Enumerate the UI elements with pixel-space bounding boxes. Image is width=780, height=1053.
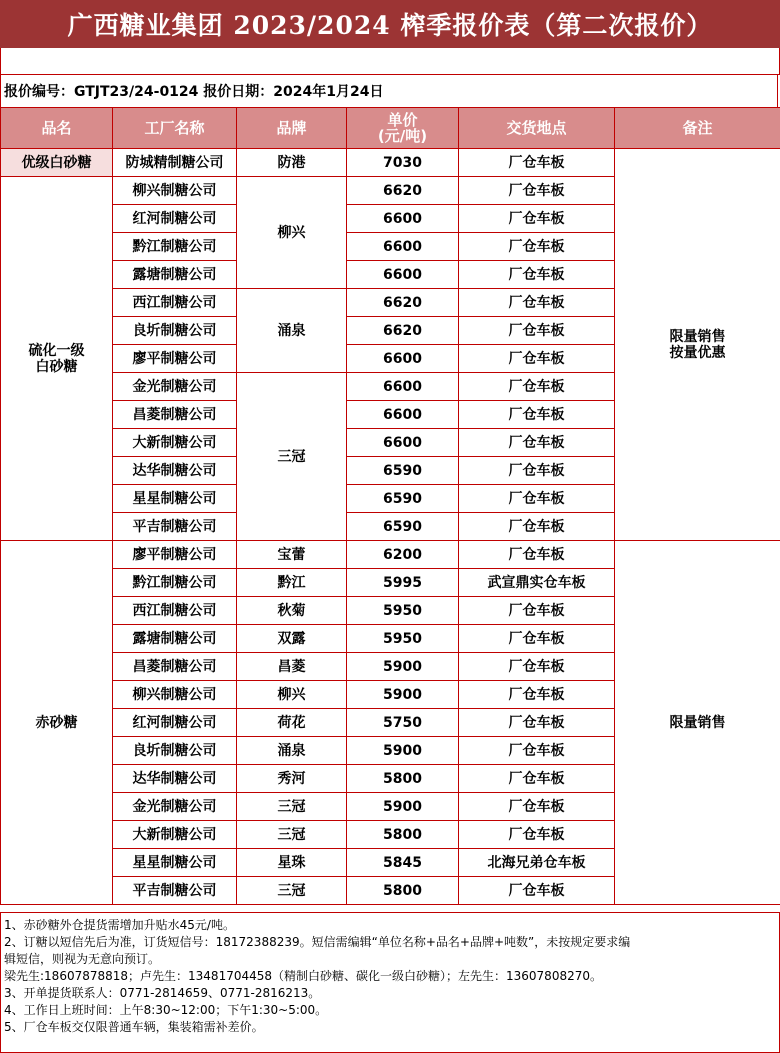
price-cell: 6620 <box>347 177 459 205</box>
note-line: 1、赤砂糖外仓提货需增加升贴水45元/吨。 <box>4 918 235 932</box>
table-header-row <box>1 108 780 149</box>
note-line: 梁先生:18607878818；卢先生：13481704458（精制白砂糖、碳化一级白砂糖）；左先生：13607808270。 <box>4 969 602 983</box>
brand-cell: 秋菊 <box>237 597 347 625</box>
location-cell: 厂仓车板 <box>459 261 615 289</box>
factory-cell: 廖平制糖公司 <box>113 345 237 373</box>
factory-cell: 露塘制糖公司 <box>113 261 237 289</box>
brand-cell: 柳兴 <box>237 681 347 709</box>
price-cell: 6600 <box>347 205 459 233</box>
header-price-line2: (元/吨) <box>377 127 428 145</box>
factory-cell: 廖平制糖公司 <box>113 541 237 569</box>
location-cell: 厂仓车板 <box>459 653 615 681</box>
brand-cell: 宝蕾 <box>237 541 347 569</box>
note-line: 3、开单提货联系人：0771-2814659、0771-2816213。 <box>4 986 321 1000</box>
price-cell: 5950 <box>347 597 459 625</box>
factory-cell: 柳兴制糖公司 <box>113 681 237 709</box>
price-cell: 7030 <box>347 149 459 177</box>
factory-cell: 星星制糖公司 <box>113 849 237 877</box>
factory-cell: 昌菱制糖公司 <box>113 401 237 429</box>
location-cell: 厂仓车板 <box>459 541 615 569</box>
header-location: 交货地点 <box>459 108 615 149</box>
factory-cell: 昌菱制糖公司 <box>113 653 237 681</box>
remark-red: 限量销售 <box>615 541 780 905</box>
factory-cell: 红河制糖公司 <box>113 205 237 233</box>
brand-cell: 涌泉 <box>237 737 347 765</box>
price-cell: 6600 <box>347 429 459 457</box>
price-cell: 5950 <box>347 625 459 653</box>
price-cell: 6590 <box>347 513 459 541</box>
location-cell: 厂仓车板 <box>459 821 615 849</box>
blank-row <box>0 48 780 75</box>
location-cell: 厂仓车板 <box>459 625 615 653</box>
location-cell: 厂仓车板 <box>459 513 615 541</box>
category-premium: 优级白砂糖 <box>1 149 113 177</box>
brand-cell: 三冠 <box>237 877 347 905</box>
factory-cell: 良圻制糖公司 <box>113 737 237 765</box>
notes-section <box>0 912 780 1053</box>
factory-cell: 黔江制糖公司 <box>113 233 237 261</box>
sheet-title: 广西糖业集团 2023/2024 榨季报价表（第二次报价） <box>0 0 780 48</box>
quote-info: 报价编号：GTJT23/24-0124 报价日期：2024年1月24日 <box>0 75 778 107</box>
price-cell: 5845 <box>347 849 459 877</box>
factory-cell: 良圻制糖公司 <box>113 317 237 345</box>
price-cell: 6600 <box>347 373 459 401</box>
brand-cell: 昌菱 <box>237 653 347 681</box>
brand-cell: 三冠 <box>237 373 347 541</box>
remark-sulfur-line1: 限量销售 <box>669 328 726 345</box>
location-cell: 厂仓车板 <box>459 597 615 625</box>
brand-cell: 星珠 <box>237 849 347 877</box>
location-cell: 厂仓车板 <box>459 457 615 485</box>
factory-cell: 达华制糖公司 <box>113 457 237 485</box>
location-cell: 厂仓车板 <box>459 205 615 233</box>
location-cell: 厂仓车板 <box>459 345 615 373</box>
location-cell: 厂仓车板 <box>459 793 615 821</box>
category-red: 赤砂糖 <box>1 541 113 905</box>
factory-cell: 星星制糖公司 <box>113 485 237 513</box>
factory-cell: 红河制糖公司 <box>113 709 237 737</box>
price-cell: 5900 <box>347 681 459 709</box>
price-cell: 5900 <box>347 793 459 821</box>
factory-cell: 金光制糖公司 <box>113 373 237 401</box>
header-factory: 工厂名称 <box>113 108 237 149</box>
factory-cell: 西江制糖公司 <box>113 597 237 625</box>
brand-cell: 柳兴 <box>237 177 347 289</box>
factory-cell: 平吉制糖公司 <box>113 877 237 905</box>
note-line: 5、厂仓车板交仅限普通车辆，集装箱需补差价。 <box>4 1020 264 1034</box>
factory-cell: 大新制糖公司 <box>113 429 237 457</box>
price-cell: 5800 <box>347 765 459 793</box>
factory-cell: 防城精制糖公司 <box>113 149 237 177</box>
price-cell: 6600 <box>347 261 459 289</box>
price-cell: 6600 <box>347 233 459 261</box>
price-table <box>0 107 780 905</box>
location-cell: 厂仓车板 <box>459 401 615 429</box>
brand-cell: 涌泉 <box>237 289 347 373</box>
location-cell: 厂仓车板 <box>459 317 615 345</box>
category-sulfur-line2: 白砂糖 <box>35 358 78 375</box>
factory-cell: 柳兴制糖公司 <box>113 177 237 205</box>
brand-cell: 三冠 <box>237 821 347 849</box>
note-line: 4、工作日上班时间：上午8:30~12:00；下午1:30~5:00。 <box>4 1003 328 1017</box>
price-cell: 6590 <box>347 485 459 513</box>
location-cell: 厂仓车板 <box>459 485 615 513</box>
location-cell: 厂仓车板 <box>459 877 615 905</box>
note-line: 2、订糖以短信先后为准，订货短信号：18172388239。短信需编辑“单位名称+品名+品牌+吨数”，未按规定要求编 <box>4 935 631 949</box>
price-cell: 5900 <box>347 653 459 681</box>
category-sulfur-line1: 硫化一级 <box>28 342 85 359</box>
factory-cell: 西江制糖公司 <box>113 289 237 317</box>
factory-cell: 金光制糖公司 <box>113 793 237 821</box>
header-remark: 备注 <box>615 108 780 149</box>
factory-cell: 达华制糖公司 <box>113 765 237 793</box>
note-line: 辑短信，则视为无意向预订。 <box>4 952 161 966</box>
header-brand: 品牌 <box>237 108 347 149</box>
location-cell: 厂仓车板 <box>459 429 615 457</box>
header-product: 品名 <box>1 108 113 149</box>
category-sulfur <box>1 177 113 541</box>
price-cell: 6590 <box>347 457 459 485</box>
location-cell: 厂仓车板 <box>459 149 615 177</box>
factory-cell: 大新制糖公司 <box>113 821 237 849</box>
price-cell: 6600 <box>347 345 459 373</box>
price-cell: 5995 <box>347 569 459 597</box>
brand-cell: 三冠 <box>237 793 347 821</box>
remark-sulfur-line2: 按量优惠 <box>669 344 726 361</box>
price-cell: 6620 <box>347 317 459 345</box>
table-row <box>1 149 780 177</box>
price-cell: 5800 <box>347 821 459 849</box>
brand-cell: 荷花 <box>237 709 347 737</box>
price-cell: 5750 <box>347 709 459 737</box>
remark-sulfur <box>615 149 780 541</box>
location-cell: 厂仓车板 <box>459 233 615 261</box>
brand-cell: 防港 <box>237 149 347 177</box>
price-cell: 5900 <box>347 737 459 765</box>
location-cell: 厂仓车板 <box>459 681 615 709</box>
factory-cell: 露塘制糖公司 <box>113 625 237 653</box>
location-cell: 厂仓车板 <box>459 177 615 205</box>
header-price <box>347 108 459 149</box>
price-cell: 6200 <box>347 541 459 569</box>
location-cell: 厂仓车板 <box>459 709 615 737</box>
brand-cell: 黔江 <box>237 569 347 597</box>
price-cell: 6620 <box>347 289 459 317</box>
location-cell: 厂仓车板 <box>459 765 615 793</box>
location-cell: 厂仓车板 <box>459 737 615 765</box>
brand-cell: 秀河 <box>237 765 347 793</box>
brand-cell: 双露 <box>237 625 347 653</box>
table-row <box>1 541 780 569</box>
price-cell: 5800 <box>347 877 459 905</box>
header-price-line1: 单价 <box>387 111 418 129</box>
location-cell: 北海兄弟仓车板 <box>459 849 615 877</box>
location-cell: 厂仓车板 <box>459 373 615 401</box>
location-cell: 武宣鼎实仓车板 <box>459 569 615 597</box>
factory-cell: 黔江制糖公司 <box>113 569 237 597</box>
factory-cell: 平吉制糖公司 <box>113 513 237 541</box>
price-cell: 6600 <box>347 401 459 429</box>
location-cell: 厂仓车板 <box>459 289 615 317</box>
